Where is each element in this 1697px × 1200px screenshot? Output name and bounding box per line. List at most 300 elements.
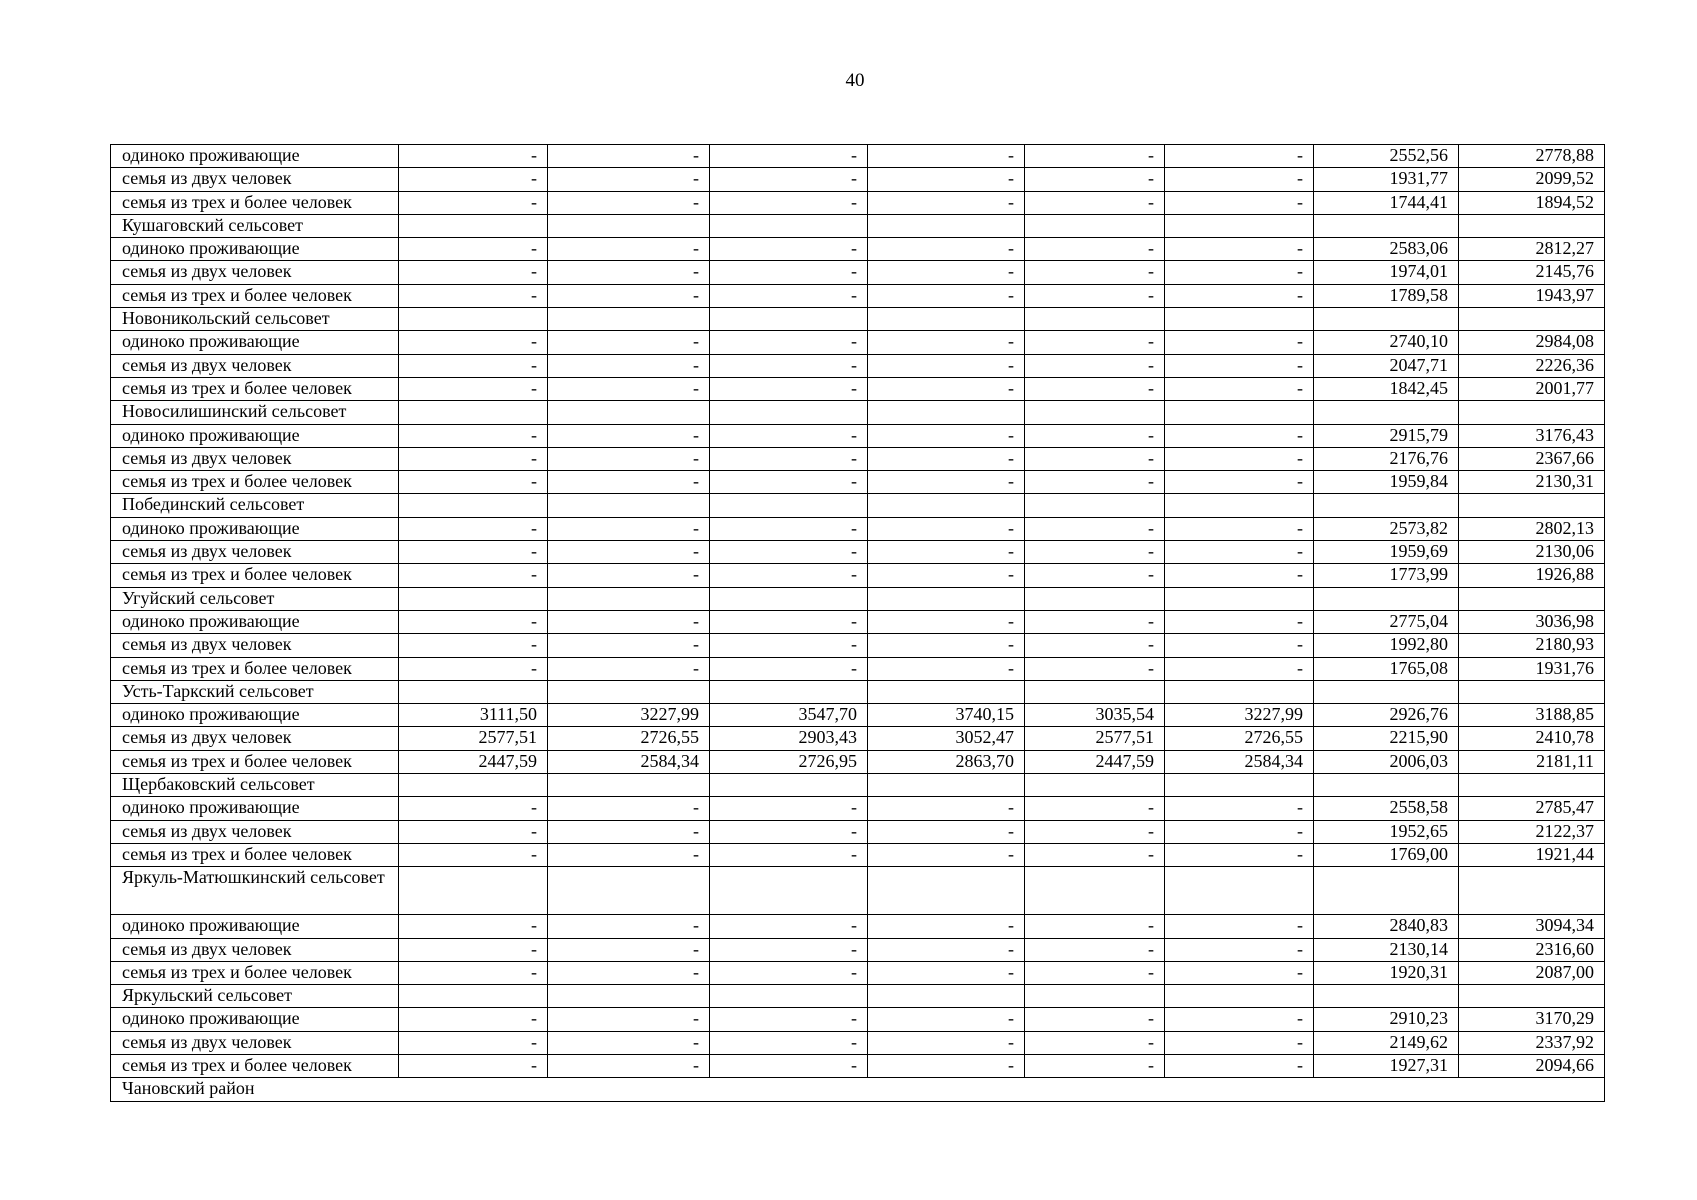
empty-cell — [1459, 401, 1605, 424]
table-cell: 2006,03 — [1314, 750, 1459, 773]
table-cell: - — [399, 238, 548, 261]
table-cell: 2001,77 — [1459, 377, 1605, 400]
table-cell: 2447,59 — [399, 750, 548, 773]
row-label: семья из двух человек — [111, 168, 399, 191]
table-cell: - — [548, 610, 710, 633]
table-cell: 2447,59 — [1025, 750, 1165, 773]
table-cell: - — [399, 938, 548, 961]
row-label: семья из двух человек — [111, 820, 399, 843]
table-row — [111, 424, 1605, 447]
table-cell: 1926,88 — [1459, 564, 1605, 587]
table-cell: - — [710, 168, 868, 191]
table-cell: - — [868, 657, 1025, 680]
empty-cell — [1165, 985, 1314, 1008]
table-cell: 2552,56 — [1314, 145, 1459, 168]
row-label: семья из двух человек — [111, 447, 399, 470]
table-cell: - — [1025, 1054, 1165, 1077]
table-cell: 1943,97 — [1459, 284, 1605, 307]
section-label: Новоникольский сельсовет — [111, 308, 399, 331]
table-cell: - — [548, 938, 710, 961]
table-cell: - — [399, 284, 548, 307]
table-cell: - — [868, 424, 1025, 447]
table-cell: - — [548, 1031, 710, 1054]
empty-cell — [1314, 401, 1459, 424]
region-label: Чановский район — [111, 1078, 1605, 1101]
table-cell: 2740,10 — [1314, 331, 1459, 354]
table-cell: - — [399, 168, 548, 191]
table-cell: - — [1025, 961, 1165, 984]
table-cell: 1773,99 — [1314, 564, 1459, 587]
table-cell: - — [710, 354, 868, 377]
table-cell: 2316,60 — [1459, 938, 1605, 961]
table-cell: 3036,98 — [1459, 610, 1605, 633]
table-cell: - — [1025, 843, 1165, 866]
table-cell: - — [548, 843, 710, 866]
table-cell: - — [548, 424, 710, 447]
section-label: Усть-Таркский сельсовет — [111, 680, 399, 703]
table-cell: - — [1165, 331, 1314, 354]
table-cell: - — [868, 471, 1025, 494]
table-cell: 2840,83 — [1314, 915, 1459, 938]
table-cell: - — [868, 541, 1025, 564]
table-cell: 2903,43 — [710, 727, 868, 750]
table-cell: - — [399, 331, 548, 354]
table-cell: 1931,76 — [1459, 657, 1605, 680]
table-cell: - — [868, 284, 1025, 307]
empty-cell — [868, 587, 1025, 610]
table-cell: - — [399, 1031, 548, 1054]
empty-cell — [710, 308, 868, 331]
table-cell: - — [548, 657, 710, 680]
empty-cell — [868, 985, 1025, 1008]
table-cell: 2726,55 — [1165, 727, 1314, 750]
table-cell: - — [710, 471, 868, 494]
empty-cell — [399, 308, 548, 331]
table-cell: 1921,44 — [1459, 843, 1605, 866]
table-cell: - — [1025, 820, 1165, 843]
empty-cell — [1314, 308, 1459, 331]
section-label: Яркульский сельсовет — [111, 985, 399, 1008]
table-cell: - — [1165, 657, 1314, 680]
table-cell: - — [399, 377, 548, 400]
table-cell: - — [868, 1054, 1025, 1077]
table-cell: - — [1025, 145, 1165, 168]
section-row — [111, 680, 1605, 703]
table-cell: 1789,58 — [1314, 284, 1459, 307]
empty-cell — [399, 214, 548, 237]
table-cell: - — [399, 961, 548, 984]
table-cell: 1765,08 — [1314, 657, 1459, 680]
table-cell: 3176,43 — [1459, 424, 1605, 447]
empty-cell — [1314, 680, 1459, 703]
table-cell: - — [710, 377, 868, 400]
table-cell: - — [548, 261, 710, 284]
table-cell: - — [399, 541, 548, 564]
table-cell: 2775,04 — [1314, 610, 1459, 633]
table-cell: 2047,71 — [1314, 354, 1459, 377]
empty-cell — [1165, 494, 1314, 517]
table-cell: - — [868, 331, 1025, 354]
table-cell: 2984,08 — [1459, 331, 1605, 354]
table-cell: 2558,58 — [1314, 797, 1459, 820]
table-cell: - — [1165, 797, 1314, 820]
empty-cell — [710, 214, 868, 237]
table-cell: - — [1025, 1008, 1165, 1031]
row-label: семья из двух человек — [111, 727, 399, 750]
empty-cell — [1025, 985, 1165, 1008]
empty-cell — [868, 401, 1025, 424]
row-label: семья из трех и более человек — [111, 961, 399, 984]
table-cell: - — [399, 1008, 548, 1031]
table-row — [111, 284, 1605, 307]
table-cell: - — [399, 145, 548, 168]
table-cell: 1894,52 — [1459, 191, 1605, 214]
table-cell: - — [399, 564, 548, 587]
table-cell: - — [399, 261, 548, 284]
table-cell: - — [868, 1008, 1025, 1031]
empty-cell — [1025, 774, 1165, 797]
table-cell: - — [1165, 261, 1314, 284]
table-cell: - — [868, 191, 1025, 214]
empty-cell — [1459, 587, 1605, 610]
table-cell: - — [1025, 331, 1165, 354]
table-cell: - — [399, 915, 548, 938]
table-cell: 1992,80 — [1314, 634, 1459, 657]
row-label: семья из трех и более человек — [111, 1054, 399, 1077]
table-cell: - — [1025, 517, 1165, 540]
empty-cell — [710, 587, 868, 610]
table-cell: - — [1025, 284, 1165, 307]
section-row — [111, 401, 1605, 424]
empty-cell — [1025, 214, 1165, 237]
table-row — [111, 634, 1605, 657]
table-row — [111, 541, 1605, 564]
table-cell: - — [1025, 377, 1165, 400]
section-label: Побединский сельсовет — [111, 494, 399, 517]
section-row — [111, 985, 1605, 1008]
empty-cell — [1165, 680, 1314, 703]
row-label: семья из трех и более человек — [111, 750, 399, 773]
empty-cell — [868, 494, 1025, 517]
empty-cell — [868, 214, 1025, 237]
row-label: семья из трех и более человек — [111, 564, 399, 587]
table-cell: - — [1165, 447, 1314, 470]
table-row — [111, 238, 1605, 261]
table-row — [111, 354, 1605, 377]
table-cell: - — [710, 843, 868, 866]
empty-cell — [399, 494, 548, 517]
table-cell: 2726,55 — [548, 727, 710, 750]
empty-cell — [1025, 587, 1165, 610]
table-cell: - — [868, 1031, 1025, 1054]
table-cell: - — [399, 517, 548, 540]
table-cell: 2583,06 — [1314, 238, 1459, 261]
empty-cell — [399, 680, 548, 703]
table-cell: 3052,47 — [868, 727, 1025, 750]
table-cell: 3111,50 — [399, 704, 548, 727]
table-cell: 2926,76 — [1314, 704, 1459, 727]
empty-cell — [399, 401, 548, 424]
row-label: одиноко проживающие — [111, 1008, 399, 1031]
table-cell: 3227,99 — [548, 704, 710, 727]
table-cell: - — [868, 145, 1025, 168]
table-cell: - — [548, 354, 710, 377]
table-cell: - — [1025, 610, 1165, 633]
table-cell: - — [710, 424, 868, 447]
table-row — [111, 820, 1605, 843]
table-cell: - — [1025, 261, 1165, 284]
empty-cell — [548, 308, 710, 331]
table-row — [111, 797, 1605, 820]
table-cell: 2180,93 — [1459, 634, 1605, 657]
row-label: семья из трех и более человек — [111, 191, 399, 214]
table-cell: - — [1165, 915, 1314, 938]
table-row — [111, 843, 1605, 866]
table-cell: - — [1165, 564, 1314, 587]
empty-cell — [548, 985, 710, 1008]
table-cell: - — [868, 238, 1025, 261]
table-cell: - — [1025, 447, 1165, 470]
table-cell: - — [1165, 517, 1314, 540]
table-cell: 3170,29 — [1459, 1008, 1605, 1031]
table-cell: - — [1165, 168, 1314, 191]
table-cell: - — [710, 261, 868, 284]
table-cell: - — [1025, 238, 1165, 261]
table-cell: - — [548, 238, 710, 261]
table-cell: 1842,45 — [1314, 377, 1459, 400]
table-cell: - — [399, 610, 548, 633]
empty-cell — [710, 401, 868, 424]
table-cell: - — [1025, 564, 1165, 587]
table-cell: 2130,31 — [1459, 471, 1605, 494]
table-cell: - — [868, 261, 1025, 284]
table-cell: 2215,90 — [1314, 727, 1459, 750]
table-row — [111, 191, 1605, 214]
table-cell: 2130,14 — [1314, 938, 1459, 961]
table-cell: 2094,66 — [1459, 1054, 1605, 1077]
empty-cell — [868, 308, 1025, 331]
empty-cell — [1314, 774, 1459, 797]
empty-cell — [548, 401, 710, 424]
table-cell: - — [868, 961, 1025, 984]
row-label: одиноко проживающие — [111, 704, 399, 727]
table-cell: - — [710, 541, 868, 564]
empty-cell — [399, 867, 548, 915]
table-cell: - — [548, 634, 710, 657]
empty-cell — [1165, 867, 1314, 915]
table-cell: - — [548, 961, 710, 984]
table-cell: - — [710, 284, 868, 307]
empty-cell — [548, 214, 710, 237]
table-cell: - — [1165, 145, 1314, 168]
row-label: одиноко проживающие — [111, 331, 399, 354]
section-row — [111, 214, 1605, 237]
table-cell: - — [710, 564, 868, 587]
table-row — [111, 168, 1605, 191]
table-cell: 3035,54 — [1025, 704, 1165, 727]
table-cell: - — [868, 797, 1025, 820]
empty-cell — [710, 867, 868, 915]
table-cell: - — [399, 1054, 548, 1077]
table-cell: - — [710, 657, 868, 680]
table-row — [111, 331, 1605, 354]
row-label: семья из двух человек — [111, 354, 399, 377]
empty-cell — [1459, 985, 1605, 1008]
row-label: одиноко проживающие — [111, 610, 399, 633]
table-cell: 1959,69 — [1314, 541, 1459, 564]
table-cell: 2149,62 — [1314, 1031, 1459, 1054]
table-cell: 2726,95 — [710, 750, 868, 773]
section-row — [111, 494, 1605, 517]
table-cell: 2087,00 — [1459, 961, 1605, 984]
table-cell: - — [1165, 634, 1314, 657]
table-cell: - — [548, 284, 710, 307]
table-row — [111, 727, 1605, 750]
table-cell: - — [399, 471, 548, 494]
empty-cell — [548, 774, 710, 797]
table-cell: - — [1025, 541, 1165, 564]
table-row — [111, 915, 1605, 938]
table-cell: - — [1165, 1008, 1314, 1031]
table-cell: 2337,92 — [1459, 1031, 1605, 1054]
table-row — [111, 1054, 1605, 1077]
empty-cell — [399, 985, 548, 1008]
table-cell: - — [868, 354, 1025, 377]
table-cell: - — [1025, 657, 1165, 680]
empty-cell — [1459, 774, 1605, 797]
empty-cell — [1314, 587, 1459, 610]
table-cell: 3227,99 — [1165, 704, 1314, 727]
table-cell: - — [399, 634, 548, 657]
row-label: семья из двух человек — [111, 938, 399, 961]
table-cell: 2812,27 — [1459, 238, 1605, 261]
table-cell: - — [548, 564, 710, 587]
empty-cell — [1459, 214, 1605, 237]
table-cell: - — [710, 961, 868, 984]
table-cell: - — [399, 191, 548, 214]
table-cell: 2573,82 — [1314, 517, 1459, 540]
table-cell: - — [710, 938, 868, 961]
empty-cell — [1314, 867, 1459, 915]
table-cell: - — [1165, 377, 1314, 400]
table-row — [111, 1008, 1605, 1031]
table-body — [111, 145, 1605, 1102]
table-cell: 1927,31 — [1314, 1054, 1459, 1077]
row-label: одиноко проживающие — [111, 517, 399, 540]
table-cell: 2367,66 — [1459, 447, 1605, 470]
table-cell: 2577,51 — [399, 727, 548, 750]
table-cell: - — [399, 820, 548, 843]
table-cell: 2176,76 — [1314, 447, 1459, 470]
table-cell: 3547,70 — [710, 704, 868, 727]
empty-cell — [1165, 214, 1314, 237]
table-row — [111, 377, 1605, 400]
table-cell: 2226,36 — [1459, 354, 1605, 377]
table-cell: - — [1165, 424, 1314, 447]
table-cell: - — [1165, 1031, 1314, 1054]
table-cell: - — [868, 447, 1025, 470]
empty-cell — [1165, 401, 1314, 424]
table-cell: - — [710, 610, 868, 633]
table-cell: - — [548, 168, 710, 191]
row-label: семья из двух человек — [111, 261, 399, 284]
table-cell: - — [1165, 1054, 1314, 1077]
section-row — [111, 587, 1605, 610]
table-cell: 2778,88 — [1459, 145, 1605, 168]
table-cell: - — [710, 820, 868, 843]
table-cell: 2099,52 — [1459, 168, 1605, 191]
table-cell: - — [1025, 797, 1165, 820]
empty-cell — [548, 867, 710, 915]
row-label: одиноко проживающие — [111, 424, 399, 447]
empty-cell — [1314, 494, 1459, 517]
table-cell: - — [1165, 961, 1314, 984]
empty-cell — [399, 587, 548, 610]
table-cell: - — [868, 564, 1025, 587]
table-cell: 1769,00 — [1314, 843, 1459, 866]
table-cell: - — [710, 191, 868, 214]
row-label: одиноко проживающие — [111, 238, 399, 261]
table-cell: - — [548, 1054, 710, 1077]
table-cell: - — [868, 843, 1025, 866]
section-row — [111, 308, 1605, 331]
table-cell: - — [1165, 820, 1314, 843]
row-label: одиноко проживающие — [111, 797, 399, 820]
table-cell: - — [868, 377, 1025, 400]
empty-cell — [399, 774, 548, 797]
table-cell: 2181,11 — [1459, 750, 1605, 773]
section-label: Новосилишинский сельсовет — [111, 401, 399, 424]
empty-cell — [868, 867, 1025, 915]
empty-cell — [868, 680, 1025, 703]
empty-cell — [1025, 308, 1165, 331]
table-cell: - — [1025, 938, 1165, 961]
empty-cell — [710, 985, 868, 1008]
table-row — [111, 1031, 1605, 1054]
empty-cell — [548, 587, 710, 610]
table-cell: - — [1025, 168, 1165, 191]
section-row — [111, 774, 1605, 797]
table-cell: - — [710, 915, 868, 938]
table-cell: 3094,34 — [1459, 915, 1605, 938]
section-label: Щербаковский сельсовет — [111, 774, 399, 797]
empty-cell — [1025, 494, 1165, 517]
table-row — [111, 938, 1605, 961]
table-cell: 3740,15 — [868, 704, 1025, 727]
empty-cell — [868, 774, 1025, 797]
table-cell: - — [868, 915, 1025, 938]
table-row — [111, 657, 1605, 680]
table-cell: 1952,65 — [1314, 820, 1459, 843]
empty-cell — [1314, 985, 1459, 1008]
table-cell: - — [1165, 284, 1314, 307]
table-cell: - — [1165, 238, 1314, 261]
tariff-table — [110, 144, 1605, 1102]
table-cell: - — [548, 915, 710, 938]
table-cell: - — [868, 634, 1025, 657]
region-row — [111, 1078, 1605, 1101]
row-label: семья из трех и более человек — [111, 377, 399, 400]
table-cell: - — [1025, 1031, 1165, 1054]
row-label: семья из двух человек — [111, 1031, 399, 1054]
table-cell: - — [548, 145, 710, 168]
row-label: семья из трех и более человек — [111, 284, 399, 307]
table-cell: 2577,51 — [1025, 727, 1165, 750]
table-cell: - — [868, 610, 1025, 633]
table-cell: - — [548, 471, 710, 494]
table-cell: - — [399, 447, 548, 470]
empty-cell — [710, 680, 868, 703]
